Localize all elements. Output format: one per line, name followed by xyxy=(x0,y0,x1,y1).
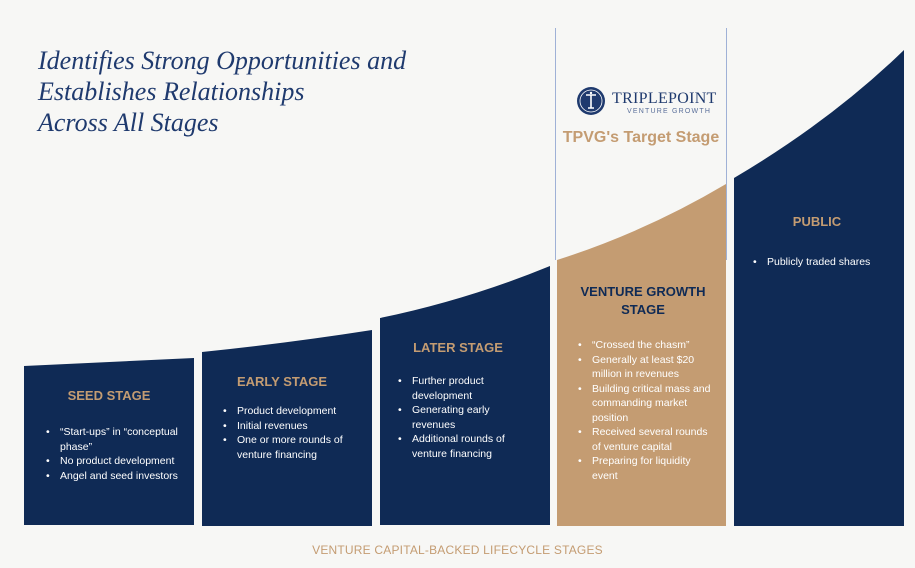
title-line-1: Identifies Strong Opportunities and xyxy=(38,46,407,75)
seed-item: • No product development xyxy=(42,454,182,469)
early-stage-title: EARLY STAGE xyxy=(236,374,328,389)
later-stage-title: LATER STAGE xyxy=(413,340,503,355)
early-item: • One or more rounds of venture financing xyxy=(219,433,369,462)
later-item: • Additional rounds of venture financing xyxy=(394,432,534,461)
public-item: • Publicly traded shares xyxy=(749,255,899,270)
venture-growth-item: • Received several rounds of venture capital xyxy=(574,425,714,454)
page-title xyxy=(38,45,538,138)
stage-shape-public xyxy=(734,50,904,526)
logo-subtitle: VENTURE GROWTH xyxy=(627,108,712,115)
logo-name: TRIPLEPOINT xyxy=(612,90,717,107)
later-item: • Generating early revenues xyxy=(394,403,534,432)
venture-growth-item: • Generally at least $20 million in revenues xyxy=(574,353,714,382)
title-line-3: Across All Stages xyxy=(38,108,219,137)
title-line-2: Establishes Relationships xyxy=(38,77,305,106)
seed-stage-title: SEED STAGE xyxy=(67,388,151,403)
triplepoint-logo xyxy=(577,87,717,117)
logo-emblem-icon xyxy=(577,87,605,115)
early-stage-list xyxy=(219,404,369,462)
venture-growth-stage-list xyxy=(574,338,714,483)
early-item: • Product development xyxy=(219,404,369,419)
seed-item: • “Start-ups” in “conceptual phase” xyxy=(42,425,182,454)
venture-growth-item: • Building critical mass and commanding market position xyxy=(574,382,714,426)
later-stage-list xyxy=(394,374,534,461)
venture-growth-item: • “Crossed the chasm” xyxy=(574,338,714,353)
target-bracket-right xyxy=(726,28,727,260)
seed-stage-list xyxy=(42,425,182,483)
target-stage-label: TPVG's Target Stage xyxy=(562,129,720,146)
venture-growth-stage-title: VENTURE GROWTH STAGE xyxy=(580,284,706,317)
seed-item: • Angel and seed investors xyxy=(42,469,182,484)
public-stage-list xyxy=(749,255,899,270)
early-item: • Initial revenues xyxy=(219,419,369,434)
later-item: • Further product development xyxy=(394,374,534,403)
diagram-caption: VENTURE CAPITAL-BACKED LIFECYCLE STAGES xyxy=(312,543,603,557)
venture-growth-item: • Preparing for liquidity event xyxy=(574,454,714,483)
target-bracket-left xyxy=(555,28,556,260)
public-stage-title: PUBLIC xyxy=(792,214,842,229)
